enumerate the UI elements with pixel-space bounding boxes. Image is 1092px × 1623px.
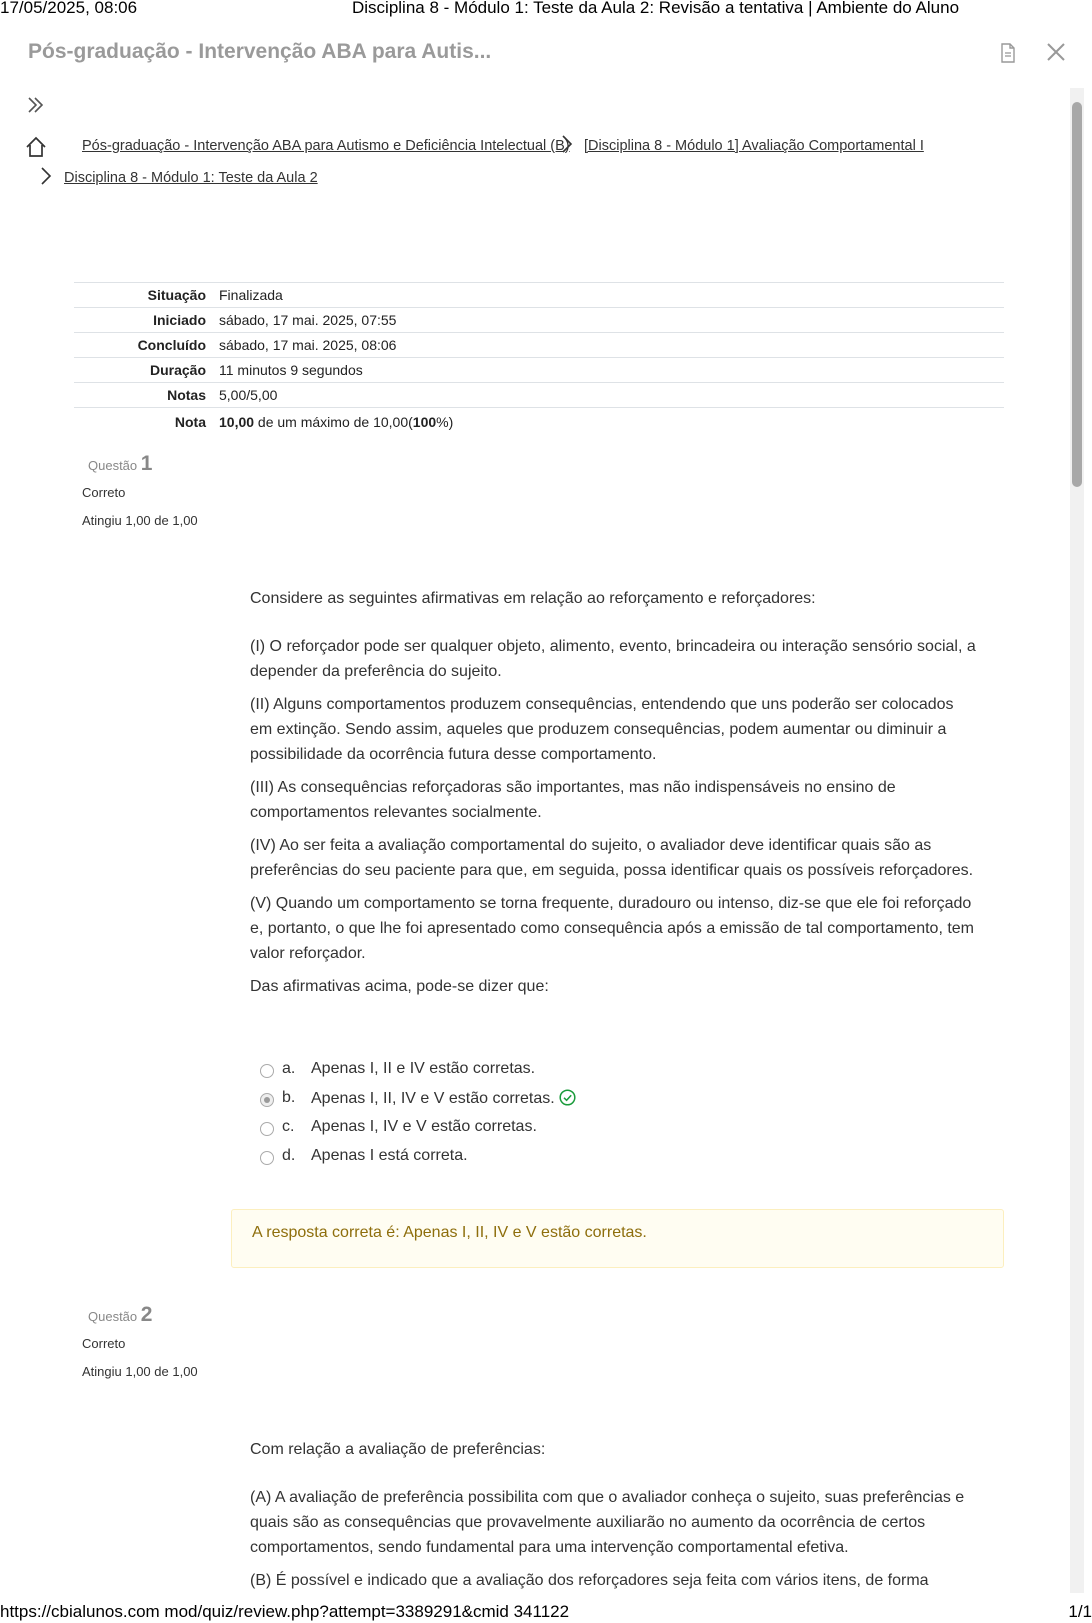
print-page-count: 1/1 [1068, 1602, 1092, 1621]
question-paragraph: (II) Alguns comportamentos produzem consequências, entendendo que uns poderão ser colocados em extinção. Sendo assim, aqueles que produzem consequências, podem aumentar ou diminuir a possibilidade da ocorrência futura desse comportamento. [250, 696, 954, 763]
chevron-right-icon [560, 134, 574, 154]
print-datetime: 17/05/2025, 08:06 [0, 0, 138, 17]
summary-label: Nota [174, 414, 206, 430]
question-paragraph: (V) Quando um comportamento se torna frequente, duradouro ou intenso, diz-se que ele foi reforçado e, portanto, o que lhe foi apresentado como consequência após a emissão de tal comportamento, tem valor reforçador. [250, 895, 974, 962]
summary-row-grade [74, 407, 1004, 434]
summary-label: Situação [147, 287, 206, 303]
breadcrumb-section-link[interactable]: [Disciplina 8 - Módulo 1] Avaliação Comportamental I [584, 138, 924, 154]
summary-row-started [74, 307, 1004, 332]
chevron-right-icon [39, 166, 53, 186]
summary-row-marks [74, 382, 1004, 407]
radio-button[interactable] [260, 1122, 274, 1136]
breadcrumb-course-link[interactable]: Pós-graduação - Intervenção ABA para Autismo e Deficiência Intelectual (B) [82, 138, 570, 154]
summary-value: sábado, 17 mai. 2025, 07:55 [219, 312, 397, 328]
summary-row-state [74, 282, 1004, 307]
question-paragraph: Das afirmativas acima, pode-se dizer que: [250, 978, 549, 995]
course-header [0, 36, 1092, 72]
print-url: https://cbialunos.com mod/quiz/review.php?attempt=3389291&cmid 341122 [0, 1602, 570, 1621]
answer-text: Apenas I, II e IV estão corretas. [311, 1060, 536, 1077]
answer-option-b[interactable] [258, 1088, 958, 1117]
summary-label: Concluído [137, 337, 206, 353]
answer-letter: b. [282, 1089, 296, 1106]
answer-text-wrap [311, 1089, 576, 1108]
question-paragraph: (III) As consequências reforçadoras são importantes, mas não indispensáveis no ensino de comportamentos relevantes socialmente. [250, 779, 896, 821]
answer-text: Apenas I, IV e V estão corretas. [311, 1118, 537, 1135]
answer-letter: c. [282, 1118, 295, 1135]
answer-option-d[interactable] [258, 1146, 958, 1175]
summary-row-completed [74, 332, 1004, 357]
summary-label: Notas [167, 387, 206, 403]
answer-text: Apenas I, II, IV e V estão corretas. [311, 1090, 555, 1107]
question-mark: Atingiu 1,00 de 1,00 [82, 513, 198, 528]
question-number: 1 [140, 452, 153, 475]
question-paragraph: (B) É possível e indicado que a avaliação dos reforçadores seja feita com vários itens, de forma [250, 1572, 929, 1589]
answer-letter: d. [282, 1147, 296, 1164]
question-state: Correto [82, 1336, 126, 1351]
grade-text-end: %) [436, 414, 454, 430]
answer-options [258, 1059, 958, 1175]
course-title: Pós-graduação - Intervenção ABA para Autis... [28, 40, 492, 63]
expand-drawer-icon[interactable] [26, 95, 46, 115]
question-info [82, 1303, 198, 1379]
question-paragraph: (A) A avaliação de preferência possibilita com que o avaliador conheça o sujeito, suas preferências e quais são as consequências que provavelmente auxiliarão no aumento da ocorrência de certos comportamentos, sendo fundamental para uma intervenção comportamental efetiva. [250, 1489, 965, 1556]
grade-percent: 100 [412, 414, 437, 430]
summary-value: 5,00/5,00 [219, 387, 278, 403]
answer-option-a[interactable] [258, 1059, 958, 1088]
close-icon[interactable] [1044, 40, 1068, 64]
summary-row-duration [74, 357, 1004, 382]
question-text [250, 1437, 980, 1601]
summary-value: sábado, 17 mai. 2025, 08:06 [219, 337, 397, 353]
home-icon[interactable] [25, 136, 47, 158]
summary-grade-value [219, 414, 453, 430]
question-paragraph: (IV) Ao ser feita a avaliação comportamental do sujeito, o avaliador deve identificar quais são as preferências do seu paciente para que, em seguida, possa identificar quais os possíveis reforçadores. [250, 837, 974, 879]
summary-label: Iniciado [153, 312, 206, 328]
question-state: Correto [82, 485, 126, 500]
document-icon[interactable] [998, 42, 1018, 64]
answer-text: Apenas I está correta. [311, 1147, 468, 1164]
question-mark: Atingiu 1,00 de 1,00 [82, 1364, 198, 1379]
radio-button[interactable] [260, 1064, 274, 1078]
print-footer [0, 1600, 1092, 1622]
attempt-summary-table [74, 282, 1004, 434]
summary-label: Duração [149, 362, 206, 378]
feedback-text: A resposta correta é: Apenas I, II, IV e V estão corretas. [252, 1224, 647, 1241]
question-text [250, 586, 980, 1007]
question-label: Questão [88, 458, 138, 473]
question-info [82, 452, 198, 528]
answer-option-c[interactable] [258, 1117, 958, 1146]
summary-value: 11 minutos 9 segundos [219, 362, 363, 378]
breadcrumb-quiz-link[interactable]: Disciplina 8 - Módulo 1: Teste da Aula 2 [64, 170, 318, 186]
summary-value: Finalizada [219, 287, 283, 303]
question-paragraph: (I) O reforçador pode ser qualquer objeto, alimento, evento, brincadeira ou interação sensório social, a depender da preferência do sujeito. [250, 638, 976, 680]
grade-text: de um máximo de 10,00( [254, 414, 413, 430]
correct-answer-feedback [231, 1209, 1004, 1268]
print-header [0, 0, 1092, 20]
print-page-title: Disciplina 8 - Módulo 1: Teste da Aula 2: Revisão a tentativa | Ambiente do Aluno [352, 0, 960, 17]
grade-score: 10,00 [219, 414, 255, 430]
radio-button[interactable] [260, 1151, 274, 1165]
radio-button-selected[interactable] [260, 1093, 274, 1107]
correct-check-icon [559, 1089, 576, 1106]
question-paragraph: Considere as seguintes afirmativas em relação ao reforçamento e reforçadores: [250, 590, 816, 607]
scrollbar-thumb[interactable] [1072, 102, 1082, 487]
question-label: Questão [88, 1309, 138, 1324]
question-paragraph: Com relação a avaliação de preferências: [250, 1441, 546, 1458]
answer-letter: a. [282, 1060, 296, 1077]
question-number: 2 [140, 1303, 153, 1326]
